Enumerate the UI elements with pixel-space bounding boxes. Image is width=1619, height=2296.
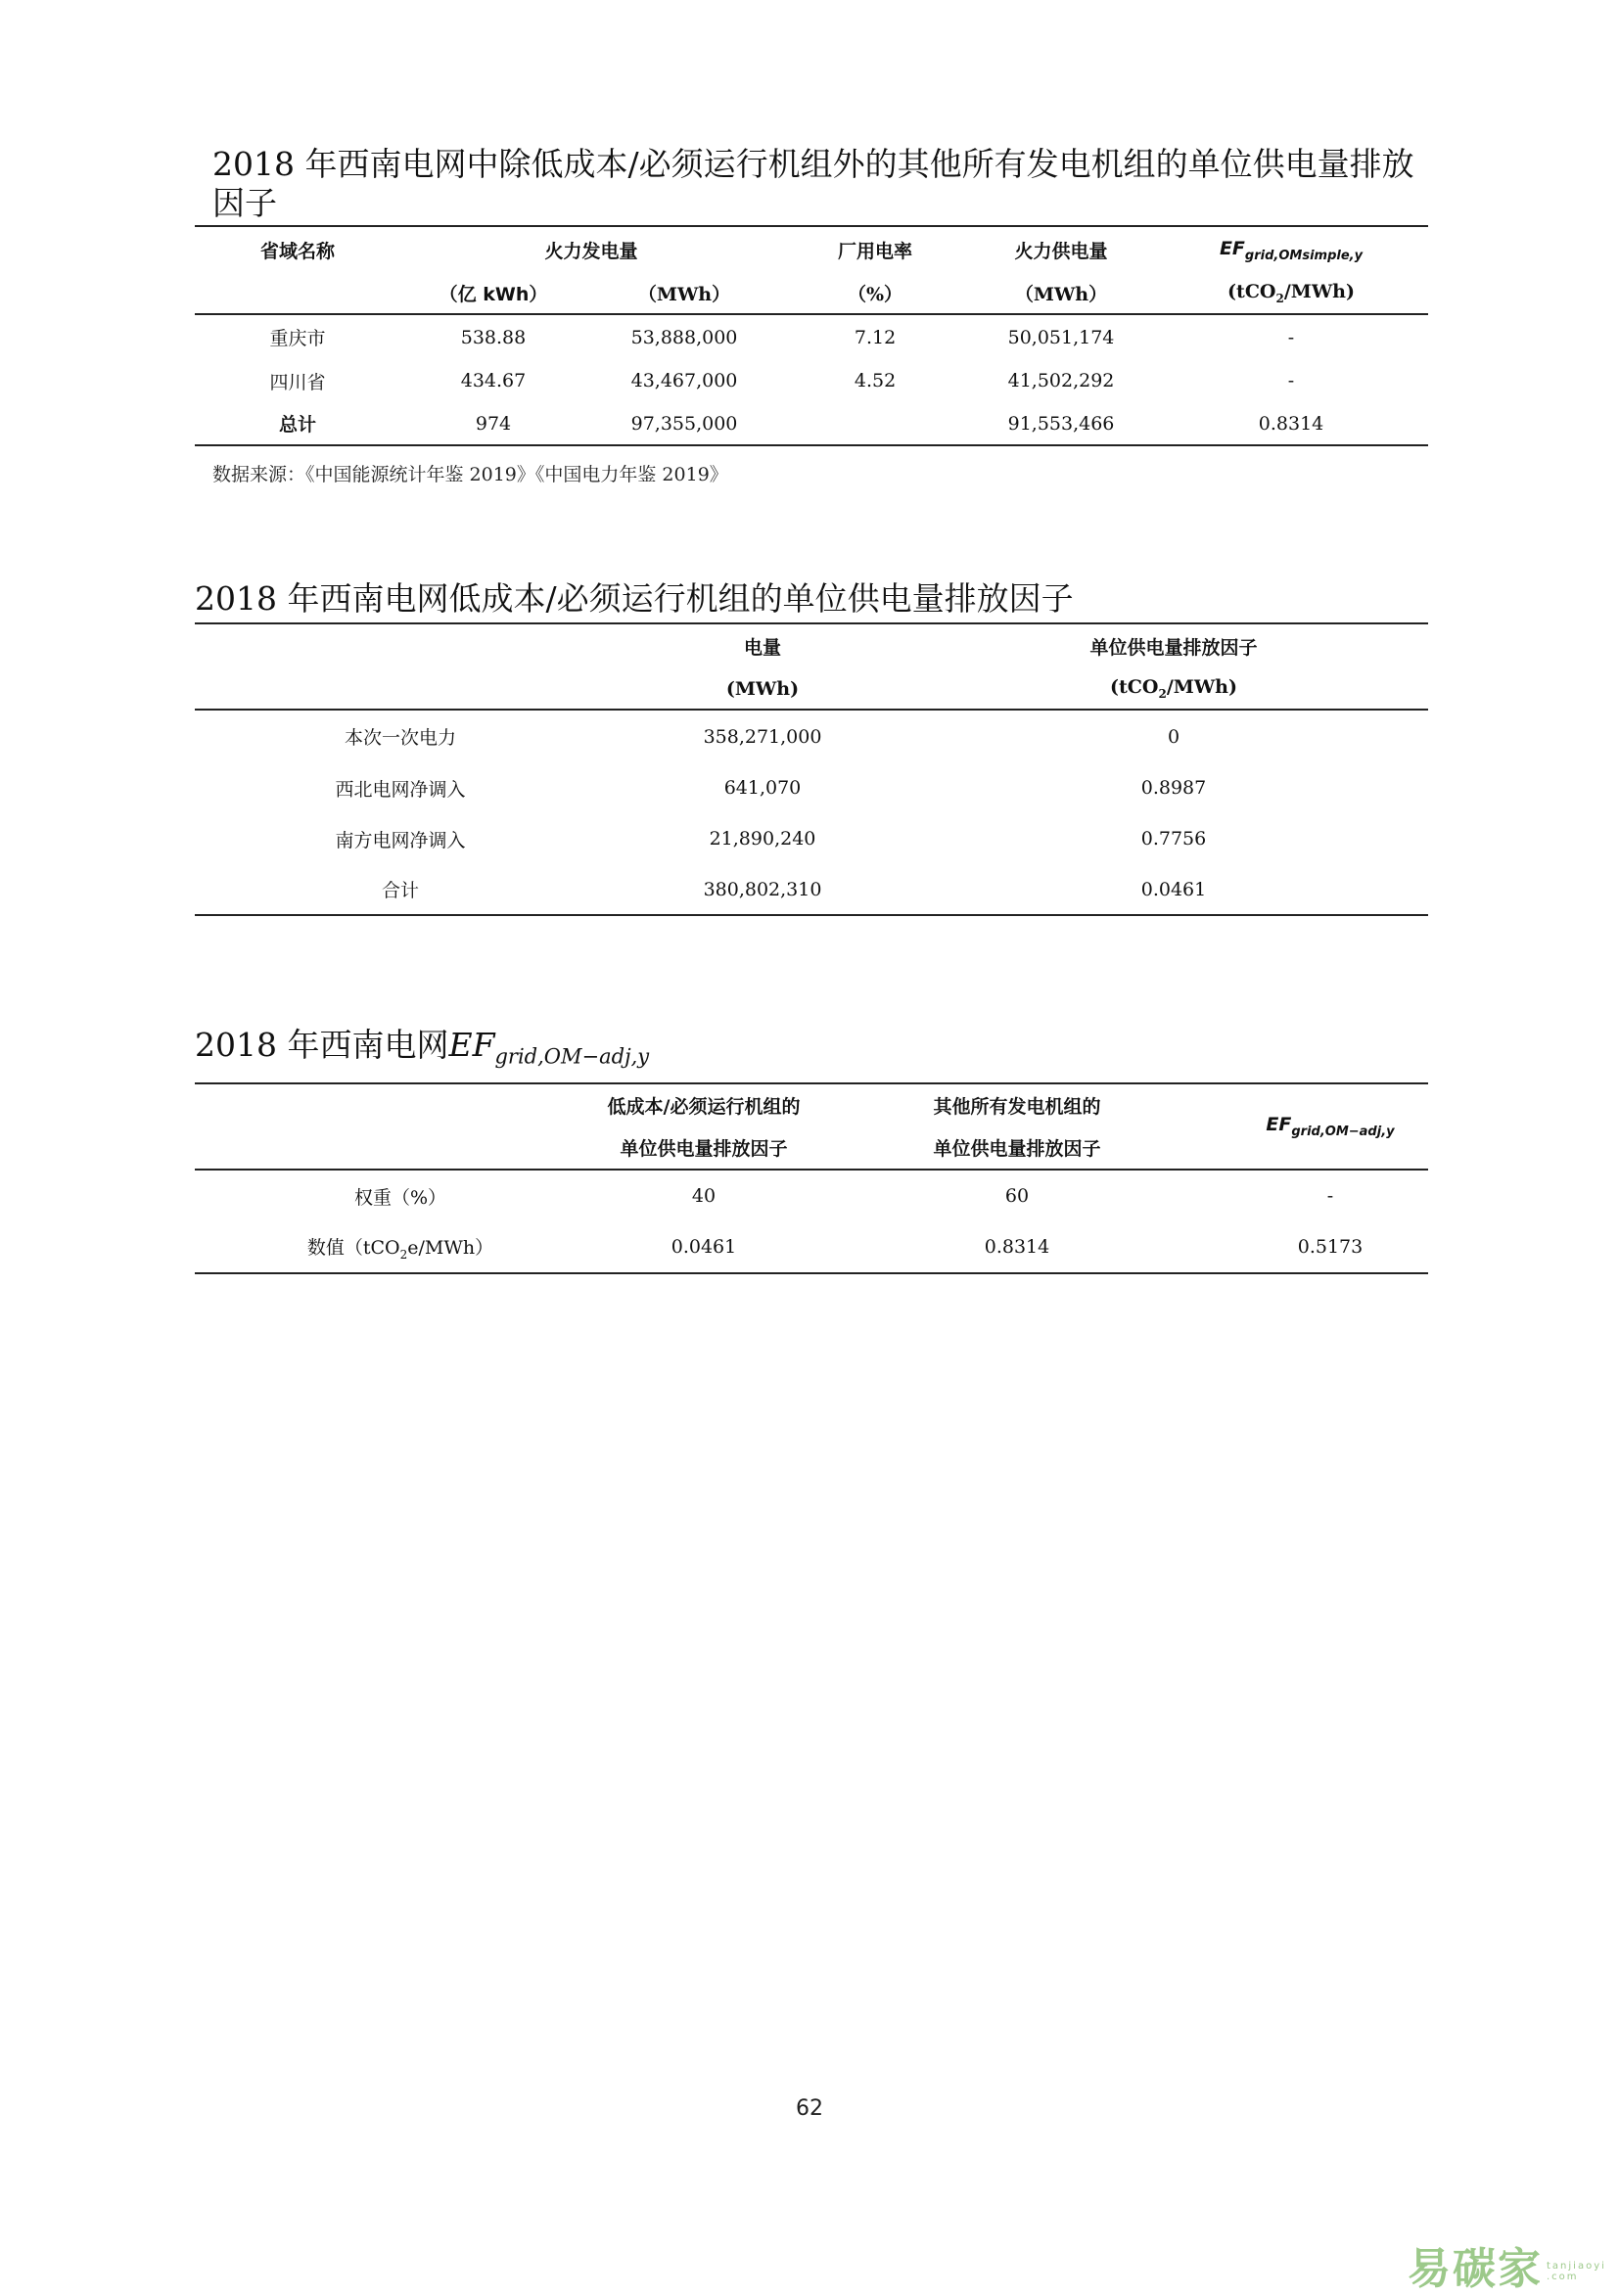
row-name: 总计: [278, 414, 316, 436]
unit-empty: [195, 273, 400, 314]
header-low-cost-line2: 单位供电量排放因子: [620, 1137, 788, 1160]
row-name: [195, 1222, 606, 1273]
table1-title-line1: 2018 年西南电网中除低成本/必须运行机组外的其他所有发电机组的单位供电量排放: [212, 145, 1414, 183]
table1-section: [195, 145, 1428, 446]
table-row: [195, 710, 1428, 762]
row-low: 40: [691, 1185, 717, 1208]
table3-section: [195, 1026, 1428, 1274]
row-gen-mwh: 43,467,000: [630, 370, 738, 391]
header-province: 省域名称: [259, 241, 335, 262]
table1-title-line2: 因子: [212, 184, 277, 222]
row-other: 0.8314: [984, 1236, 1050, 1259]
header-ef-simple: [1154, 226, 1428, 273]
table-row: [195, 1170, 1428, 1222]
table2: [195, 622, 1428, 916]
ef-subscript: grid,OMsimple,y: [1244, 248, 1364, 263]
row-name-pre: 数值（tCO: [306, 1236, 400, 1259]
row-name-sub: 2: [399, 1247, 408, 1262]
row-low: 0.0461: [671, 1236, 737, 1259]
unit-rate: （%）: [847, 284, 903, 305]
header-amount: 电量: [743, 637, 781, 659]
row-name: 合计: [381, 880, 419, 901]
row-name: 南方电网净调入: [335, 829, 466, 851]
row-rate: 7.12: [854, 326, 897, 348]
header-ef: 单位供电量排放因子: [1089, 637, 1258, 659]
unit-ef: [919, 668, 1428, 710]
table3: [195, 1082, 1428, 1274]
row-name: 重庆市: [269, 328, 326, 349]
header-other-line2: 单位供电量排放因子: [933, 1137, 1101, 1160]
table2-title: 2018 年西南电网低成本/必须运行机组的单位供电量排放因子: [195, 579, 1074, 618]
header-aux-rate: 厂用电率: [838, 241, 913, 262]
watermark-domain-line1: tanjiaoyi: [1547, 2261, 1606, 2272]
row-ef: -: [1287, 370, 1295, 391]
header-thermal-gen: 火力发电量: [544, 241, 638, 262]
row-rate: [782, 402, 968, 445]
header-ef-adj: [1232, 1083, 1428, 1170]
header-low-cost-line1: 低成本/必须运行机组的: [607, 1095, 801, 1118]
table-row: [195, 813, 1428, 864]
unit-ef-pre: (tCO: [1110, 676, 1159, 699]
row-ef: -: [1326, 1185, 1334, 1208]
table1: [195, 225, 1428, 446]
row-amount: 641,070: [723, 777, 802, 799]
watermark-domain: [1547, 2261, 1606, 2282]
unit-ef-sub: 2: [1158, 686, 1167, 701]
header-thermal-supply: 火力供电量: [1014, 241, 1108, 262]
watermark-domain-line2: .com: [1547, 2272, 1579, 2282]
table-row: [195, 314, 1428, 359]
row-name: 本次一次电力: [344, 727, 456, 749]
table-row-total: [195, 864, 1428, 915]
unit-gen-kwh: （亿 kWh）: [439, 284, 548, 305]
ef-symbol: EF: [1266, 1113, 1292, 1135]
row-ef: 0.8314: [1258, 412, 1324, 435]
watermark-logo: [1408, 2233, 1606, 2296]
row-supply: 41,502,292: [1007, 370, 1115, 391]
ef-subscript: grid,OM−adj,y: [1291, 1124, 1395, 1139]
table1-title: [212, 145, 1446, 223]
table-row-total: [195, 402, 1428, 445]
table-row: [195, 762, 1428, 813]
watermark-text: 易碳家: [1408, 2244, 1543, 2294]
row-gen-kwh: 434.67: [460, 370, 527, 391]
row-other: 60: [1004, 1185, 1030, 1208]
row-ef: 0.8987: [1140, 777, 1207, 799]
unit-amount: (MWh): [725, 677, 800, 700]
table3-title-prefix: 2018 年西南电网: [195, 1026, 449, 1064]
unit-gen-mwh: （MWh）: [637, 284, 731, 305]
row-amount: 21,890,240: [709, 828, 816, 850]
row-gen-kwh: 538.88: [460, 326, 527, 348]
unit-ef-pre: (tCO: [1227, 281, 1276, 303]
row-supply: 50,051,174: [1007, 326, 1115, 348]
row-ef: -: [1287, 326, 1295, 348]
table3-title-ef-sub: grid,OM−adj,y: [494, 1044, 650, 1069]
row-ef: 0.0461: [1140, 878, 1207, 900]
table3-title-ef: EF: [448, 1026, 495, 1064]
row-supply: 91,553,466: [1007, 412, 1115, 435]
table-row: [195, 1222, 1428, 1273]
row-name: 四川省: [269, 371, 326, 393]
row-rate: 4.52: [854, 370, 897, 391]
unit-ef-post: /MWh): [1166, 676, 1237, 699]
header-empty: [195, 1083, 606, 1126]
page-number: 62: [796, 2096, 823, 2121]
table1-source-note: 数据来源：《中国能源统计年鉴 2019》《中国电力年鉴 2019》: [212, 464, 728, 485]
row-ef: 0: [1167, 725, 1180, 748]
unit-ef-post: /MWh): [1283, 281, 1355, 303]
row-ef: 0.7756: [1140, 828, 1207, 850]
unit-ef: [1154, 273, 1428, 314]
table2-section: [195, 579, 1428, 916]
row-amount: 358,271,000: [703, 725, 822, 748]
row-gen-kwh: 974: [475, 412, 512, 435]
row-name-post: e/MWh）: [407, 1236, 494, 1259]
row-name: 西北电网净调入: [335, 778, 466, 801]
row-name: 权重（%）: [353, 1186, 447, 1209]
row-gen-mwh: 97,355,000: [630, 412, 738, 435]
header-other-line1: 其他所有发电机组的: [933, 1095, 1101, 1118]
ef-symbol: EF: [1219, 237, 1245, 259]
header-empty: [195, 1126, 606, 1170]
row-amount: 380,802,310: [703, 878, 822, 900]
table3-title: [195, 1026, 1428, 1077]
row-gen-mwh: 53,888,000: [630, 326, 738, 348]
row-ef: 0.5173: [1297, 1236, 1364, 1259]
unit-empty: [195, 668, 606, 710]
header-empty: [195, 623, 606, 668]
table-row: [195, 359, 1428, 402]
unit-ef-sub: 2: [1275, 291, 1284, 305]
unit-supply-mwh: （MWh）: [1014, 284, 1108, 305]
